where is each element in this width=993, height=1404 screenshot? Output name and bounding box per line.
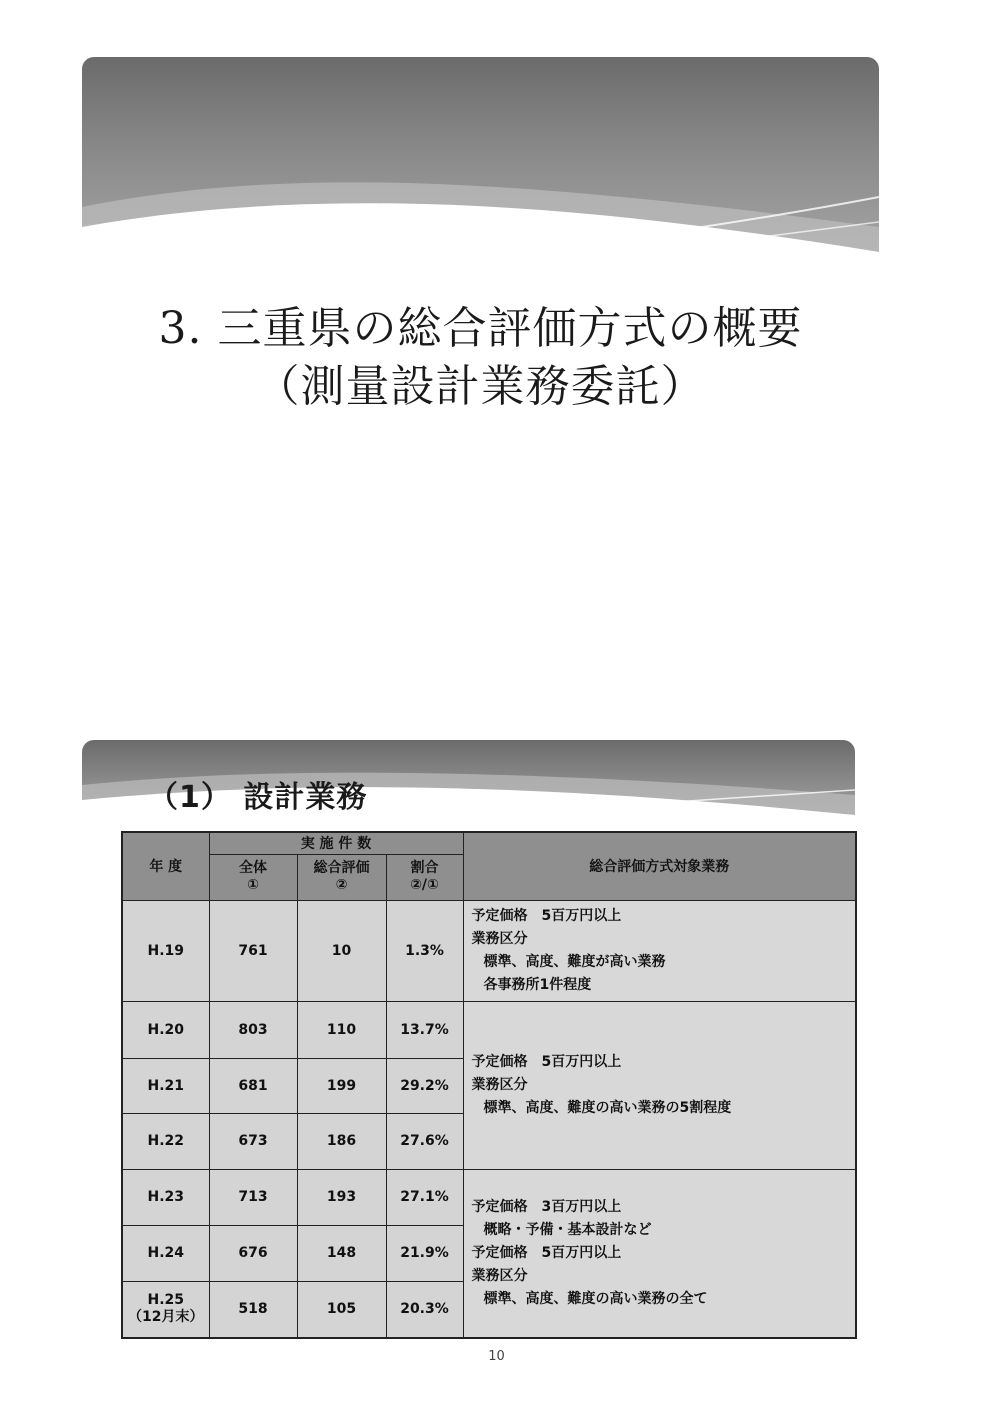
cell-ratio: 21.9% bbox=[386, 1225, 463, 1281]
page-number: 10 bbox=[488, 1349, 505, 1364]
cell-year: H.25 （12月末） bbox=[122, 1281, 209, 1338]
design-work-table bbox=[121, 831, 857, 1339]
header-ratio: 割合 ②/① bbox=[386, 854, 463, 900]
table-row bbox=[122, 900, 856, 1001]
cell-total: 518 bbox=[209, 1281, 297, 1338]
cell-year: H.20 bbox=[122, 1001, 209, 1058]
cell-ratio: 13.7% bbox=[386, 1001, 463, 1058]
target-desc-1: 予定価格 5百万円以上 業務区分 標準、高度、難度が高い業務 各事務所1件程度 bbox=[463, 900, 856, 1001]
cell-year: H.21 bbox=[122, 1058, 209, 1113]
slide1-header-banner bbox=[82, 57, 879, 272]
cell-total: 673 bbox=[209, 1113, 297, 1169]
table-row bbox=[122, 1001, 856, 1058]
cell-ratio: 27.1% bbox=[386, 1169, 463, 1225]
slide1-title-line1: 3. 三重県の総合評価方式の概要 bbox=[158, 303, 803, 354]
header-group: 実 施 件 数 bbox=[209, 832, 463, 854]
header-total: 全体 ① bbox=[209, 854, 297, 900]
target-desc-3: 予定価格 3百万円以上 概略・予備・基本設計など 予定価格 5百万円以上 業務区分 標準、高度、難度の高い業務の全て bbox=[463, 1169, 856, 1338]
cell-total: 676 bbox=[209, 1225, 297, 1281]
table-row bbox=[122, 1169, 856, 1225]
cell-comprehensive: 105 bbox=[297, 1281, 386, 1338]
wave-decoration bbox=[82, 57, 879, 272]
cell-year: H.23 bbox=[122, 1169, 209, 1225]
cell-total: 681 bbox=[209, 1058, 297, 1113]
section-heading: （1） 設計業務 bbox=[148, 780, 368, 815]
header-target: 総合評価方式対象業務 bbox=[463, 832, 856, 900]
slide1-title-line2: （測量設計業務委託） bbox=[255, 361, 706, 412]
cell-total: 803 bbox=[209, 1001, 297, 1058]
cell-ratio: 20.3% bbox=[386, 1281, 463, 1338]
cell-comprehensive: 10 bbox=[297, 900, 386, 1001]
cell-ratio: 29.2% bbox=[386, 1058, 463, 1113]
cell-ratio: 27.6% bbox=[386, 1113, 463, 1169]
cell-year: H.24 bbox=[122, 1225, 209, 1281]
header-year: 年 度 bbox=[122, 832, 209, 900]
cell-ratio: 1.3% bbox=[386, 900, 463, 1001]
cell-year: H.19 bbox=[122, 900, 209, 1001]
cell-comprehensive: 186 bbox=[297, 1113, 386, 1169]
cell-comprehensive: 193 bbox=[297, 1169, 386, 1225]
cell-comprehensive: 199 bbox=[297, 1058, 386, 1113]
header-comprehensive: 総合評価 ② bbox=[297, 854, 386, 900]
cell-comprehensive: 148 bbox=[297, 1225, 386, 1281]
cell-total: 713 bbox=[209, 1169, 297, 1225]
target-desc-2: 予定価格 5百万円以上 業務区分 標準、高度、難度の高い業務の5割程度 bbox=[463, 1001, 856, 1169]
cell-total: 761 bbox=[209, 900, 297, 1001]
cell-year: H.22 bbox=[122, 1113, 209, 1169]
cell-comprehensive: 110 bbox=[297, 1001, 386, 1058]
